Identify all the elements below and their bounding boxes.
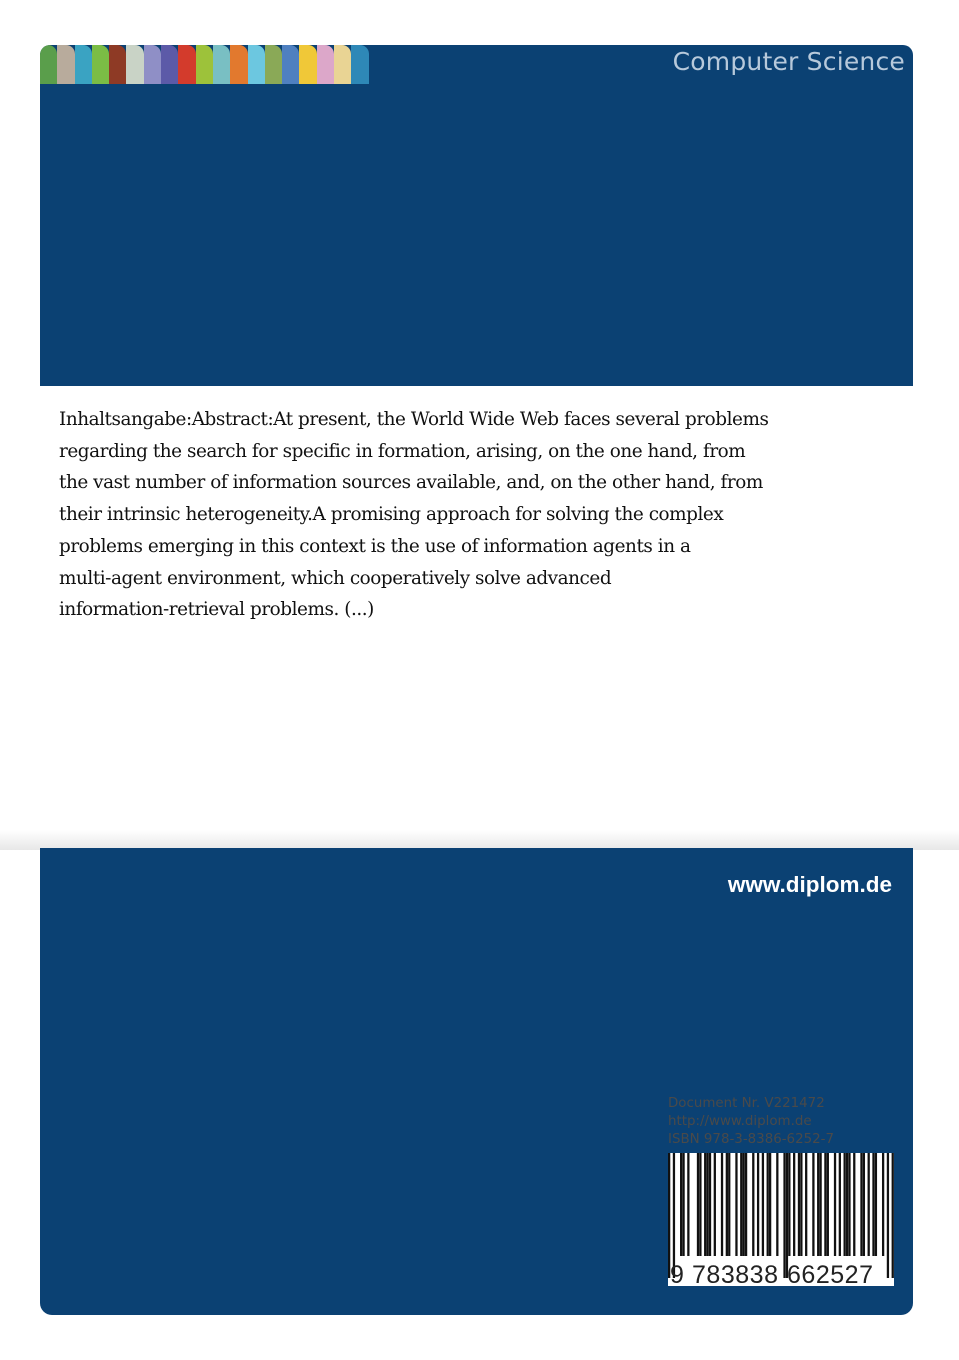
barcode-digit-first: 9 — [670, 1261, 684, 1286]
color-stripe — [230, 45, 247, 84]
barcode-bar — [699, 1153, 701, 1256]
barcode-bar — [752, 1153, 754, 1256]
color-stripe — [299, 45, 316, 84]
barcode-bar — [726, 1153, 728, 1256]
color-stripe — [57, 45, 74, 84]
publisher-website[interactable]: www.diplom.de — [727, 872, 892, 897]
barcode-bar — [844, 1153, 846, 1256]
barcode-bar — [860, 1153, 862, 1256]
barcode-icon — [668, 1153, 894, 1286]
color-stripe — [317, 45, 334, 84]
barcode-bar — [697, 1153, 699, 1256]
barcode-bar — [827, 1153, 829, 1256]
barcode-bar — [882, 1153, 884, 1256]
barcode-bar — [800, 1153, 802, 1256]
barcode-bar — [805, 1153, 807, 1256]
barcode-bar — [709, 1153, 711, 1256]
barcode-bar — [793, 1153, 795, 1256]
barcode-bar — [680, 1153, 682, 1256]
barcode-bar — [887, 1153, 889, 1278]
barcode-bar — [812, 1153, 814, 1256]
barcode-bar — [721, 1153, 723, 1256]
barcode-bar — [892, 1153, 894, 1278]
barcode-bar — [714, 1153, 716, 1256]
barcode-bar — [706, 1153, 708, 1256]
color-stripe — [196, 45, 213, 84]
barcode-bar — [735, 1153, 737, 1256]
barcode-bar — [868, 1153, 870, 1256]
barcode-bar — [853, 1153, 855, 1256]
barcode-bar — [682, 1153, 684, 1256]
top-blue-panel — [40, 45, 913, 386]
color-stripe — [126, 45, 143, 84]
barcode-bar — [824, 1153, 826, 1256]
barcode-bar — [798, 1153, 800, 1256]
color-stripes — [40, 45, 369, 84]
color-stripe — [282, 45, 299, 84]
isbn: ISBN 978-3-8386-6252-7 — [668, 1132, 834, 1147]
color-stripe — [248, 45, 265, 84]
barcode-bar — [786, 1153, 788, 1278]
publisher-url[interactable]: http://www.diplom.de — [668, 1114, 812, 1129]
barcode-bar — [687, 1153, 689, 1256]
barcode-bar — [673, 1153, 675, 1278]
barcode-bar — [740, 1153, 742, 1256]
barcode-bar — [783, 1153, 785, 1278]
abstract-text: Inhaltsangabe:Abstract:At present, the World Wide Web faces several problems regarding the search for specific in formation, arising, on the one hand, from the vast number of information sources available, and, on the other hand, from their intrinsic heterogeneity.A promising approach for solving the complex problems emerging in this context is the use of information agents in a multi-agent environment, which cooperatively solve advanced information-retrieval problems. (...) — [59, 409, 769, 621]
divider-shadow — [0, 830, 959, 850]
barcode-bar — [846, 1153, 848, 1256]
color-stripe — [213, 45, 230, 84]
barcode-bar — [819, 1153, 821, 1256]
document-number: Document Nr. V221472 — [668, 1096, 825, 1111]
barcode-bar — [788, 1153, 790, 1256]
barcode-bar — [668, 1153, 670, 1278]
barcode-bar — [834, 1153, 836, 1256]
barcode-bar — [848, 1153, 850, 1256]
barcode-bar — [757, 1153, 759, 1256]
barcode-bar — [745, 1153, 747, 1256]
barcode-bar — [776, 1153, 778, 1256]
color-stripe — [144, 45, 161, 84]
bottom-blue-panel — [40, 848, 913, 1315]
series-label: Computer Science — [672, 47, 905, 76]
color-stripe — [351, 45, 368, 84]
color-stripe — [40, 45, 57, 84]
document-info — [668, 1095, 834, 1149]
barcode-bar — [767, 1153, 769, 1256]
barcode-bar — [743, 1153, 745, 1256]
barcode-bar — [839, 1153, 841, 1256]
barcode-bar — [872, 1153, 874, 1256]
barcode-digits-group1: 783838 — [692, 1261, 778, 1286]
color-stripe — [265, 45, 282, 84]
barcode-bar — [704, 1153, 706, 1256]
color-stripe — [334, 45, 351, 84]
barcode-digits-group2: 662527 — [787, 1261, 873, 1286]
barcode-bar — [769, 1153, 771, 1256]
color-stripe — [92, 45, 109, 84]
color-stripe — [178, 45, 195, 84]
color-stripe — [75, 45, 92, 84]
barcode-bar — [762, 1153, 764, 1256]
barcode-bar — [728, 1153, 730, 1256]
barcode-bar — [875, 1153, 877, 1256]
color-stripe — [161, 45, 178, 84]
barcode-bar — [817, 1153, 819, 1256]
color-stripe — [109, 45, 126, 84]
barcode-bar — [863, 1153, 865, 1256]
